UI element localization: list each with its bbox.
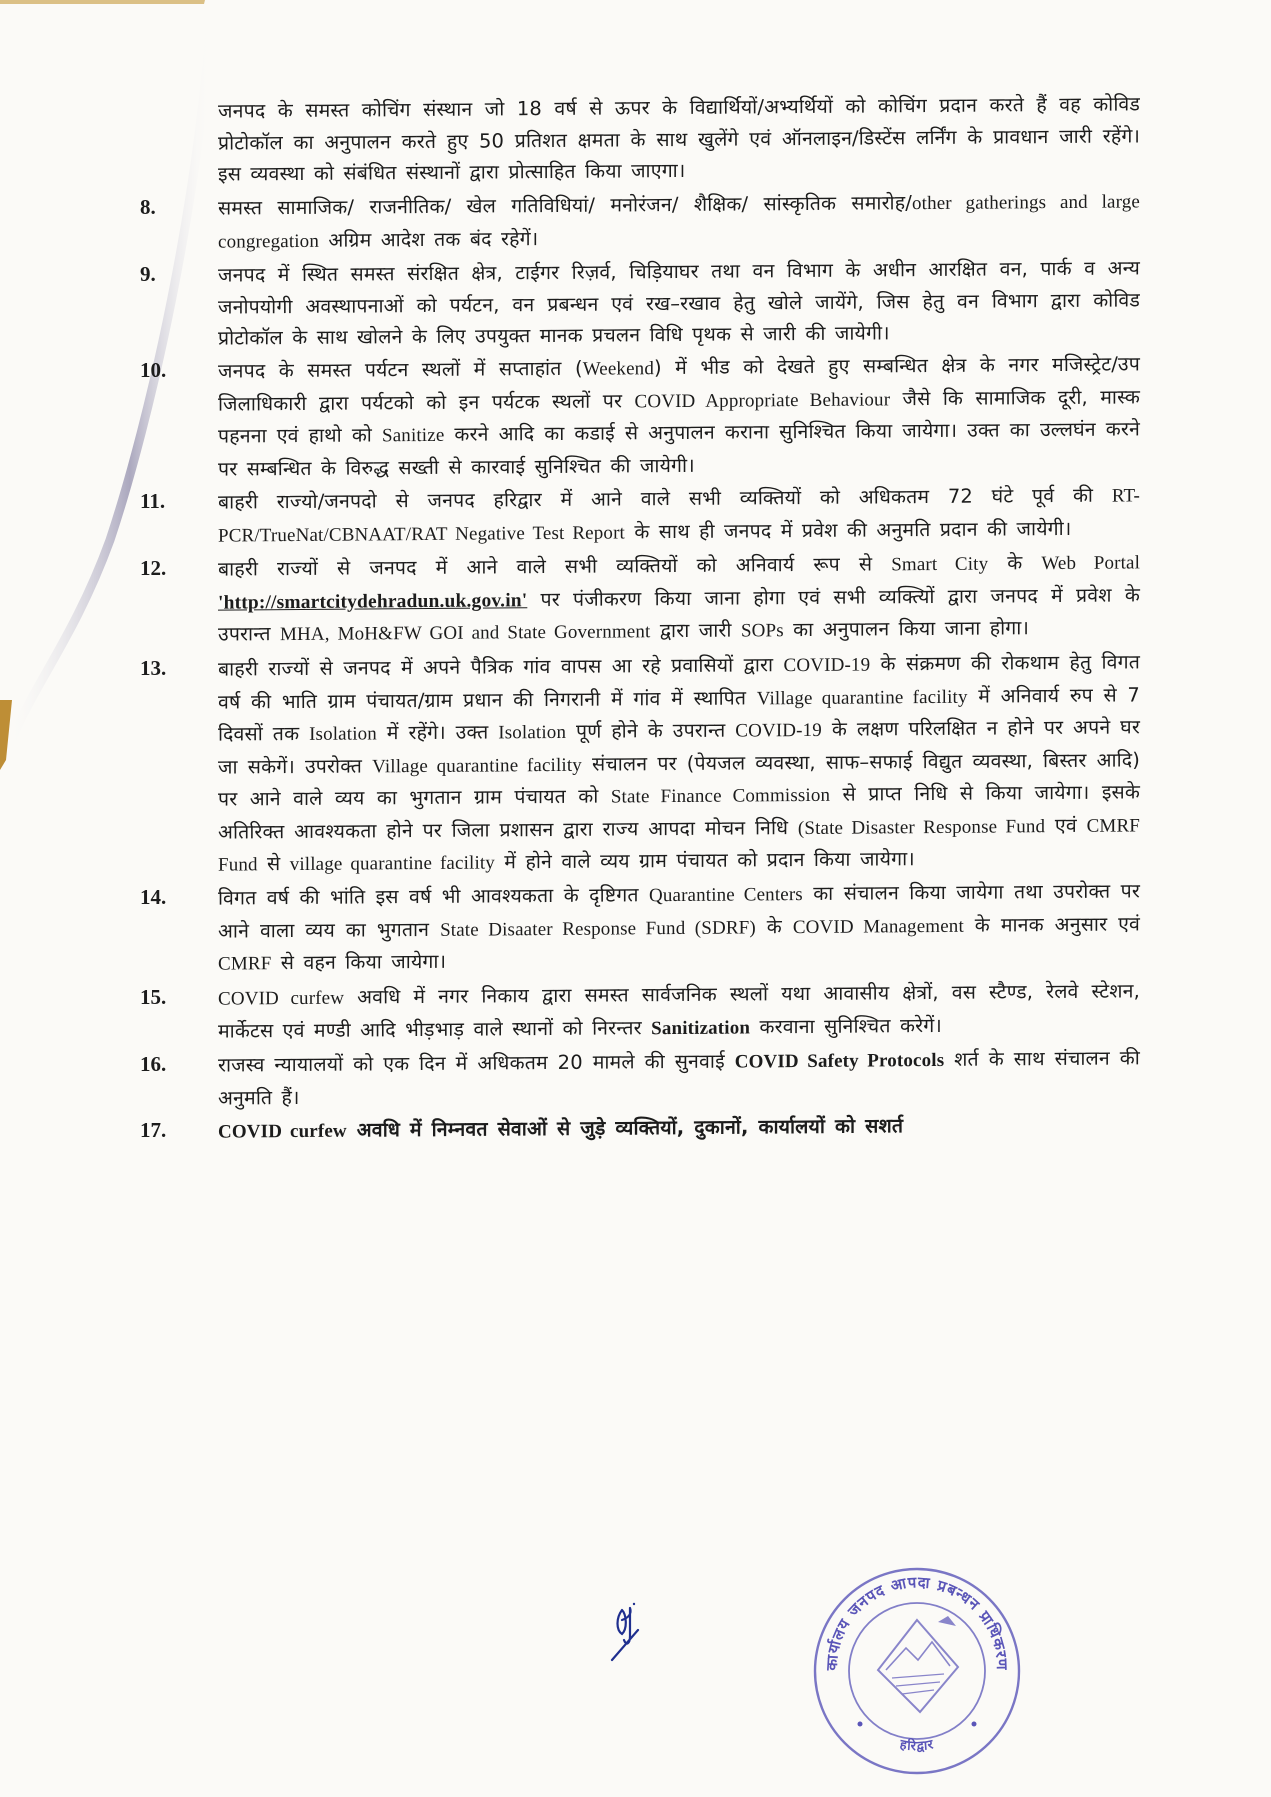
list-item <box>140 189 1140 254</box>
signature-mark <box>608 1600 648 1670</box>
text-segment: से वहन किया जायेगा। <box>271 949 447 975</box>
text-segment: जनपद के समस्त पर्यटन स्थलों में सप्ताहांत ( <box>218 356 583 383</box>
latin-text-segment: CMRF <box>218 953 272 975</box>
text-segment: के <box>988 551 1042 575</box>
latin-text-segment: State Disaater Response Fund (SDRF) <box>440 916 756 941</box>
list-item <box>140 1112 1140 1145</box>
latin-text-segment: COVID Appropriate Behaviour <box>634 388 891 412</box>
text-segment: के <box>755 914 793 938</box>
latin-text-segment: COVID Safety Protocols <box>734 1049 945 1073</box>
item-number: 8. <box>140 194 156 219</box>
text-segment: अवधि में निम्नवत सेवाओं से जुड़े व्यक्तियों, दुकानों, कार्यालयों को सशर्त <box>346 1113 904 1142</box>
text-segment: के लक्षण परिलक्षित न होने पर अपने घर जा सकेगें। उपरोक्त <box>218 714 1140 778</box>
latin-text-segment: Isolation <box>498 721 567 743</box>
item-number: 12. <box>140 556 167 580</box>
latin-text-segment: RT-PCR/TrueNat/CBNAAT/RAT Negative Test Report <box>218 485 1140 547</box>
text-segment: बाहरी राज्यों से जनपद में अपने पैत्रिक गांव वापस आ रहे प्रवासियों द्वारा <box>218 652 784 681</box>
text-segment: समस्त सामाजिक/ राजनीतिक/ खेल गतिविधियां/ मनोरंजन/ शैक्षिक/ सांस्कृतिक समारोह/ <box>218 190 912 220</box>
latin-text-segment: Village quarantine facility <box>372 753 582 777</box>
document-body <box>140 92 1140 1144</box>
text-segment: का अनुपालन किया जाना होगा। <box>783 616 1030 642</box>
item-text <box>218 252 1140 354</box>
text-segment: बाहरी राज्यों से जनपद में आने वाले सभी व्यक्तियों को अनिवार्य रूप से <box>218 552 892 581</box>
text-segment: करने आदि का कडाई से अनुपालन कराना सुनिश्चित किया जायेगा। उक्त का उल्लघंन करने पर सम्बन्धित के विरुद्ध सख्ती से कारवाई सुनिश्चित की जायेगी। <box>218 417 1140 481</box>
text-segment: बाहरी राज्यो/जनपदो से जनपद हरिद्वार में आने वाले सभी व्यक्तियों को अधिकतम 72 घंटे पूर्व की <box>218 483 1112 514</box>
text-segment: पर पंजीकरण किया जाना होगा एवं सभी व्यक्त्यिों द्वारा जनपद में प्रवेश के उपरान्त <box>218 582 1140 646</box>
latin-text-segment: COVID-19 <box>783 653 871 676</box>
item-number: 11. <box>140 489 166 513</box>
text-segment: द्वारा जारी <box>650 618 741 643</box>
text-segment: विगत वर्ष की भांति इस वर्ष भी आवश्यकता के दृष्टिगत <box>218 883 649 910</box>
text-segment: में अनिवार्य रुप से 7 दिवसों तक <box>218 682 1140 746</box>
item-text <box>218 185 1140 257</box>
latin-text-segment: Village quarantine facility <box>756 685 968 709</box>
text-segment: के मानक अनुसार एवं <box>963 911 1141 937</box>
item-text <box>218 975 1140 1047</box>
stamp-top-text: कार्यालय जनपद आपदा प्रबन्धन प्राधिकरण <box>822 1573 1012 1671</box>
list-item <box>140 650 1140 878</box>
text-segment: राजस्व न्यायालयों को एक दिन में अधिकतम 20 मामले की सुनवाई <box>218 1049 735 1077</box>
stamp-bottom-text: हरिद्वार <box>898 1737 936 1755</box>
item-text <box>218 546 1140 651</box>
text-segment: के संक्रमण की रोकथाम हेतु विगत वर्ष की भाति ग्राम पंचायत/ग्राम प्रधान की निगरानी में गांव में स्थापित <box>218 649 1140 713</box>
latin-text-segment: Smart City <box>891 553 989 576</box>
list-item <box>140 483 1140 548</box>
item-text <box>218 646 1140 881</box>
latin-text-segment: Quarantine Centers <box>648 884 803 907</box>
intro-paragraph <box>218 92 1140 187</box>
latin-text-segment: COVID-19 <box>735 719 822 742</box>
text-segment: जनपद के समस्त कोचिंग संस्थान जो 18 वर्ष से ऊपर के विद्यार्थियों/अभ्यर्थियों को कोचिंग प्रदान करते हैं वह कोविड प्रोटोकॉल का अनुपालन करते हुए 50 प्रतिशत क्षमता के साथ खुलेंगे एवं ऑनलाइन/डिस्टेंस लर्निंग के प्रावधान जारी रहेंगे। इस व्यवस्था को संबंधित संस्थानों द्वारा प्रोत्साहित किया जाएगा। <box>218 92 1140 186</box>
numbered-items <box>140 189 1140 1145</box>
latin-text-segment: COVID curfew <box>218 1120 347 1143</box>
latin-text-segment: Web Portal <box>1041 552 1141 575</box>
list-item <box>140 550 1140 648</box>
item-number: 17. <box>140 1117 167 1142</box>
latin-text-segment: other gatherings and large congregation <box>218 190 1140 252</box>
text-segment: पूर्ण होने के उपरान्त <box>566 718 736 743</box>
item-number: 16. <box>140 1051 167 1076</box>
text-segment: एवं <box>1045 812 1087 837</box>
item-text <box>218 875 1140 980</box>
intro-text <box>218 88 1140 190</box>
text-segment: जैसे कि सामाजिक दूरी, मास्क पहनना एवं हाथो को <box>218 384 1140 448</box>
item-text <box>218 348 1140 484</box>
latin-text-segment: State Finance Commission <box>610 784 831 808</box>
item-number: 9. <box>140 261 156 286</box>
text-segment: शर्त के साथ संचालन की अनुमति हैं। <box>218 1045 1140 1109</box>
text-segment: अग्रिम आदेश तक बंद रहेगें। <box>318 226 539 251</box>
latin-text-segment: Weekend <box>582 358 654 380</box>
text-segment: से प्राप्त निधि से किया जायेगा। इसके अतिरिक्त आवश्यकता होने पर जिला प्रशासन द्वारा राज्य आपदा मोचन निधि <box>218 779 1141 843</box>
official-stamp <box>808 1562 1026 1780</box>
text-segment: में होने वाले व्यय ग्राम पंचायत को प्रदान किया जायेगा। <box>494 846 915 873</box>
list-item <box>140 256 1140 351</box>
text-segment: अवधि में नगर निकाय द्वारा समस्त सार्वजनिक स्थलों यथा आवासीय क्षेत्रों, वस स्टैण्ड, रेलवे स्टेशन, मार्केटस एवं मण्डी आदि भीड़भाड़ वाले स्थानों को निरन्तर <box>218 978 1140 1042</box>
item-text <box>218 479 1140 551</box>
latin-text-segment: (State Disaster Response Fund <box>797 815 1046 839</box>
latin-text-segment: COVID Management <box>792 915 964 938</box>
latin-text-segment: CMRF Fund <box>218 814 1140 876</box>
item-text <box>218 1042 1140 1113</box>
list-item <box>140 879 1140 977</box>
latin-text-segment: village quarantine facility <box>289 851 495 875</box>
text-segment: ) में भीड को देखते हुए सम्बन्धित क्षेत्र के नगर मजिस्ट्रेट/उप जिलाधिकारी द्वारा पर्यटको को इन पर्यटक स्थलों पर <box>218 352 1140 416</box>
latin-text-segment: COVID curfew <box>218 987 345 1010</box>
item-text <box>218 1108 1140 1148</box>
text-segment: में रहेंगे। उक्त <box>376 719 499 744</box>
latin-text-segment: Sanitize <box>382 424 445 447</box>
item-number: 10. <box>140 358 167 382</box>
latin-text-segment: Isolation <box>309 722 377 745</box>
list-item <box>140 352 1140 481</box>
latin-text-segment: Sanitization <box>651 1016 751 1039</box>
item-number: 14. <box>140 885 167 909</box>
text-segment: से <box>257 851 290 875</box>
stamp-emblem-icon <box>878 1616 958 1712</box>
text-segment: संचालन पर (पेयजल व्यवस्था, साफ–सफाई विद्युत व्यवस्था, बिस्तर आदि) पर आने वाले व्यय का भुगतान ग्राम पंचायत को <box>218 747 1140 811</box>
text-segment: का संचालन किया जायेगा तथा उपरोक्त पर आने वाला व्यय का भुगतान <box>218 879 1140 943</box>
list-item <box>140 1046 1140 1110</box>
portal-link[interactable]: 'http://smartcitydehradun.uk.gov.in' <box>218 589 528 614</box>
text-segment: जनपद में स्थित समस्त संरक्षित क्षेत्र, टाईगर रिज़र्व, चिड़ियाघर तथा वन विभाग के अधीन आरक्षित वन, पार्क व अन्य जनोपयोगी अवस्थापनाओं को पर्यटन, वन प्रबन्धन एवं रख–रखाव हेतु खोले जायेंगे, जिस हेतु वन विभाग द्वारा कोविड प्रोटोकॉल के साथ खोलने के लिए उपयुक्त मानक प्रचलन विधि पृथक से जारी की जायेगी। <box>218 255 1140 350</box>
list-item <box>140 979 1140 1044</box>
text-segment: के साथ ही जनपद में प्रवेश की अनुमति प्रदान की जायेगी। <box>624 516 1072 543</box>
text-segment: करवाना सुनिश्चित करेगें। <box>750 1012 942 1038</box>
latin-text-segment: SOPs <box>740 620 784 642</box>
item-number: 13. <box>140 655 167 680</box>
latin-text-segment: MHA, MoH&FW GOI and State Government <box>280 621 651 646</box>
item-number: 15. <box>140 984 167 1009</box>
